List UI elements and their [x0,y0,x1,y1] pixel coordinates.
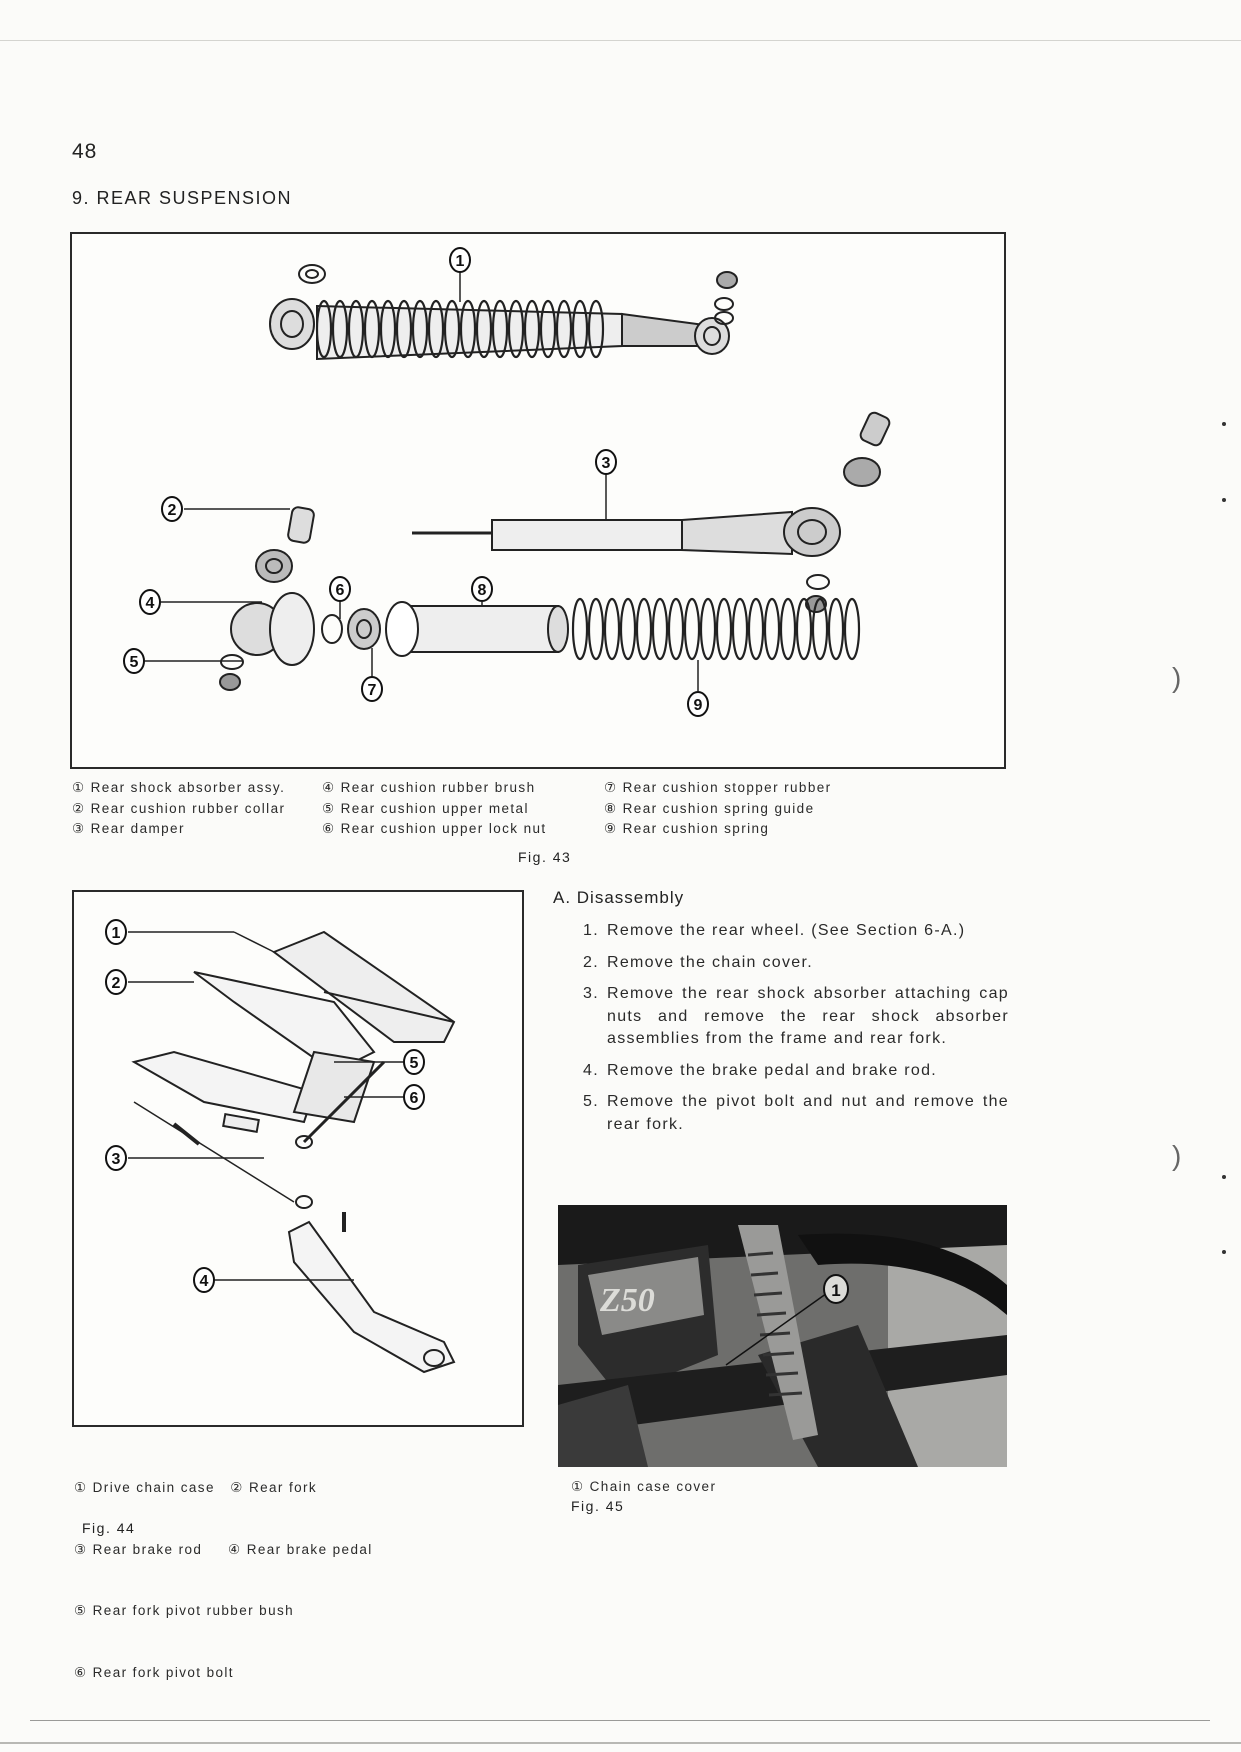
fig44-caption: Fig. 44 [82,1520,136,1536]
fig43-legend-col3 [604,778,832,840]
callout-6 [404,1085,424,1109]
chain-case-cover-photo [558,1205,1007,1467]
callout-6 [330,577,350,601]
step-number: 4. [583,1061,599,1079]
callout-1 [450,248,470,272]
fig44-legend [74,1437,373,1704]
callout-4 [194,1268,214,1292]
step-text: Remove the rear wheel. (See Section 6-A.) [607,922,966,939]
margin-dot [1222,422,1226,426]
legend-item: ⑥ Rear cushion upper lock nut [322,821,547,836]
svg-text:2: 2 [167,502,177,519]
fig45-caption: Fig. 45 [571,1498,625,1514]
legend-item: ⑦ Rear cushion stopper rubber [604,780,832,795]
rear-fork-exploded-view [74,892,522,1425]
brake-pedal-shape [289,1222,454,1372]
legend-item: ② Rear cushion rubber collar [72,800,286,816]
callout-4 [140,590,160,614]
legend-item: ⑤ Rear cushion upper metal [322,800,529,816]
callout-3 [106,1146,126,1170]
shock-upper-eye [270,299,314,349]
step-item [553,952,1009,975]
margin-paren: ) [1172,1140,1182,1171]
legend-item: ① Drive chain case ② Rear fork [74,1480,318,1495]
svg-text:4: 4 [199,1273,209,1290]
fig43-legend-col2 [322,778,547,840]
rear-suspension-exploded-view [72,234,1004,767]
step-item [553,1091,1009,1136]
fig43-legend-col1 [72,778,285,840]
callout-9 [688,692,708,716]
legend-item: ① Rear shock absorber assy. [72,780,286,795]
legend-item: ③ Rear damper [72,821,185,836]
callout-1 [824,1275,848,1303]
callout-1 [106,920,126,944]
step-text: Remove the chain cover. [607,953,813,971]
top-rule [0,40,1241,41]
washer-shape [299,265,325,283]
callout-5 [404,1050,424,1074]
fig45-legend: ① Chain case cover [571,1479,717,1494]
legend-item: ⑧ Rear cushion spring guide [604,800,815,816]
legend-item: ⑨ Rear cushion spring [604,821,770,836]
callout-2 [106,970,126,994]
margin-dot [1222,1175,1226,1179]
callout-8 [472,577,492,601]
legend-item: ⑤ Rear fork pivot rubber bush [74,1603,295,1618]
svg-text:1: 1 [455,253,465,270]
margin-dot [1222,1250,1226,1254]
callout-5 [124,649,144,673]
step-number: 1. [583,922,599,939]
step-text: Remove the rear shock absorber attaching cap nuts and remove the rear shock absorber assemblies from the frame and rear fork. [607,985,1009,1047]
disassembly-steps [553,920,1009,1145]
damper-body [492,520,682,550]
disassembly-heading: A. Disassembly [553,888,685,907]
margin-dot [1222,498,1226,502]
svg-text:6: 6 [409,1090,419,1107]
page-number: 48 [72,140,98,163]
fig43-caption: Fig. 43 [518,849,572,865]
callout-2 [162,497,182,521]
svg-text:4: 4 [145,595,155,612]
figure-43-diagram [70,232,1006,769]
legend-item: ③ Rear brake rod ④ Rear brake pedal [74,1541,373,1557]
bottom-rule [30,1720,1210,1721]
svg-text:5: 5 [129,654,139,671]
legend-item: ④ Rear cushion rubber brush [322,780,536,795]
step-number: 5. [583,1093,599,1110]
step-number: 2. [583,953,599,971]
svg-text:5: 5 [409,1055,419,1072]
legend-item: ⑥ Rear fork pivot bolt [74,1664,234,1680]
svg-text:2: 2 [111,975,121,992]
step-text: Remove the brake pedal and brake rod. [607,1061,938,1079]
margin-paren: ) [1172,662,1182,693]
figure-45-photo [558,1205,1007,1467]
svg-text:7: 7 [367,682,377,699]
svg-text:3: 3 [601,455,611,472]
svg-text:3: 3 [111,1151,121,1168]
svg-text:1: 1 [831,1281,841,1300]
section-title: 9. REAR SUSPENSION [72,188,293,208]
z50-badge: Z50 [600,1282,655,1319]
figure-44-diagram [72,890,524,1427]
svg-text:8: 8 [477,582,487,599]
callout-7 [362,677,382,701]
step-item [553,1060,1009,1083]
step-item [553,920,1009,943]
step-item [553,983,1009,1051]
callout-3 [596,450,616,474]
page-edge [0,1742,1241,1744]
svg-text:1: 1 [111,925,121,942]
step-number: 3. [583,985,599,1002]
step-text: Remove the pivot bolt and nut and remove the rear fork. [607,1093,1009,1133]
svg-text:9: 9 [693,697,703,714]
svg-text:6: 6 [335,582,345,599]
spring-guide [402,606,558,652]
